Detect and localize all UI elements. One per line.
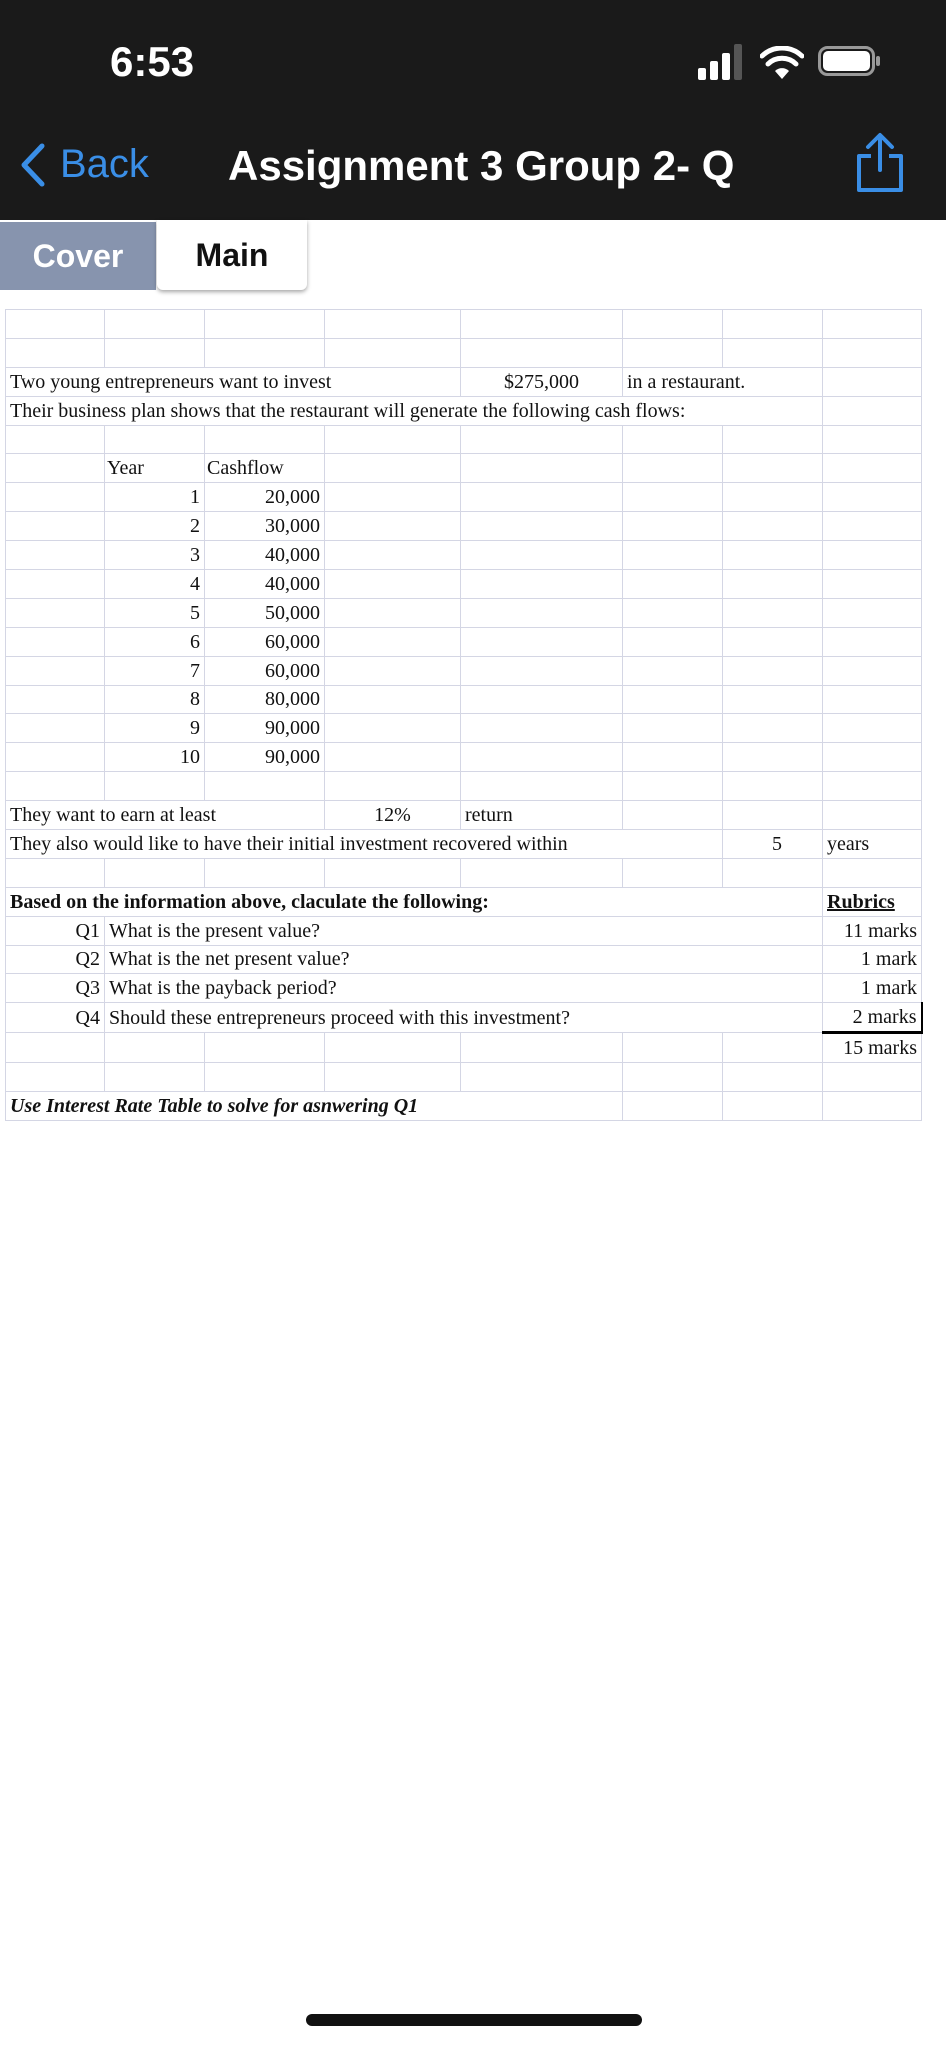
table-row (6, 627, 922, 656)
navigation-bar (0, 128, 946, 208)
row-headers (6, 454, 922, 483)
cell-cashflow[interactable]: 60,000 (205, 656, 325, 685)
cell-investment-amount[interactable]: $275,000 (461, 367, 623, 396)
table-row (6, 656, 922, 685)
cell-year[interactable]: 5 (105, 598, 205, 627)
cell-intro-suffix[interactable]: in a restaurant. (623, 367, 823, 396)
cell-question-num[interactable]: Q3 (6, 974, 105, 1003)
cell-question-marks[interactable]: 11 marks (823, 916, 922, 945)
cell-question-marks[interactable]: 1 mark (823, 974, 922, 1003)
row-instructions (6, 887, 922, 916)
row-note (6, 1092, 922, 1121)
cell-question-marks[interactable]: 1 mark (823, 945, 922, 974)
row-blank (6, 338, 922, 367)
tab-cover[interactable]: Cover (0, 222, 156, 290)
row-blank (6, 425, 922, 454)
cell-intro-text[interactable]: Two young entrepreneurs want to invest (6, 367, 461, 396)
cell-year[interactable]: 3 (105, 541, 205, 570)
cell-year[interactable]: 10 (105, 743, 205, 772)
table-row (6, 570, 922, 599)
home-indicator[interactable] (306, 2014, 642, 2026)
table-row (6, 483, 922, 512)
cell-recover-years-value[interactable]: 5 (723, 830, 823, 859)
row-blank (6, 858, 922, 887)
top-bar (0, 0, 946, 220)
cell-question-text[interactable]: What is the net present value? (105, 945, 823, 974)
cell-year[interactable]: 9 (105, 714, 205, 743)
row-blank (6, 310, 922, 339)
cell-cashflow[interactable]: 30,000 (205, 512, 325, 541)
table-row (6, 743, 922, 772)
spreadsheet-grid (5, 309, 923, 1121)
back-label: Back (60, 142, 149, 186)
header-year[interactable]: Year (105, 454, 205, 483)
cell-year[interactable]: 7 (105, 656, 205, 685)
spreadsheet (5, 309, 923, 1121)
cell-cashflow[interactable]: 40,000 (205, 570, 325, 599)
status-time: 6:53 (110, 38, 195, 85)
row-recover (6, 830, 922, 859)
cell-year[interactable]: 4 (105, 570, 205, 599)
table-row (6, 598, 922, 627)
cell-rubrics-header[interactable]: Rubrics (823, 887, 922, 916)
share-icon[interactable] (854, 132, 906, 194)
cell-cashflow[interactable]: 90,000 (205, 743, 325, 772)
cell-cashflow[interactable]: 50,000 (205, 598, 325, 627)
cell-recover-text[interactable]: They also would like to have their initial investment recovered within (6, 830, 723, 859)
cell-year[interactable]: 2 (105, 512, 205, 541)
row-return (6, 801, 922, 830)
row-total (6, 1033, 922, 1063)
row-invest (6, 367, 922, 396)
chevron-left-icon (20, 143, 46, 187)
header-cashflow[interactable]: Cashflow (205, 454, 325, 483)
cell-year[interactable]: 1 (105, 483, 205, 512)
battery-icon (818, 46, 882, 76)
document-title: Assignment 3 Group 2- Q (228, 142, 735, 189)
cell-cashflow[interactable]: 80,000 (205, 685, 325, 714)
back-button[interactable] (20, 142, 149, 187)
table-row (6, 512, 922, 541)
cell-question-marks[interactable]: 2 marks (823, 1003, 922, 1033)
cell-question-text[interactable]: Should these entrepreneurs proceed with this investment? (105, 1003, 823, 1033)
table-row (6, 685, 922, 714)
table-row (6, 714, 922, 743)
cell-instructions[interactable]: Based on the information above, claculate the following: (6, 887, 823, 916)
cell-question-text[interactable]: What is the payback period? (105, 974, 823, 1003)
cell-question-text[interactable]: What is the present value? (105, 916, 823, 945)
cell-intro-2[interactable]: Their business plan shows that the restaurant will generate the following cash flows: (6, 396, 823, 425)
cell-cashflow[interactable]: 40,000 (205, 541, 325, 570)
cell-total-marks[interactable]: 15 marks (823, 1033, 922, 1063)
cellular-signal-icon (698, 44, 748, 80)
sheet-tabs (0, 220, 946, 292)
wifi-icon (760, 46, 804, 80)
cell-recover-years-label[interactable]: years (823, 830, 922, 859)
row-blank (6, 1063, 922, 1092)
table-row (6, 945, 922, 974)
cell-cashflow[interactable]: 20,000 (205, 483, 325, 512)
row-business-plan (6, 396, 922, 425)
cell-note[interactable]: Use Interest Rate Table to solve for asnwering Q1 (6, 1092, 623, 1121)
cell-return-rate[interactable]: 12% (325, 801, 461, 830)
tab-main[interactable]: Main (157, 220, 307, 290)
cell-return-suffix[interactable]: return (461, 801, 623, 830)
table-row (6, 916, 922, 945)
cell-question-num[interactable]: Q1 (6, 916, 105, 945)
table-row (6, 541, 922, 570)
cell-year[interactable]: 8 (105, 685, 205, 714)
cell-question-num[interactable]: Q4 (6, 1003, 105, 1033)
table-row (6, 1003, 922, 1033)
row-blank (6, 772, 922, 801)
cell-year[interactable]: 6 (105, 627, 205, 656)
status-icons (698, 44, 888, 84)
table-row (6, 974, 922, 1003)
cell-cashflow[interactable]: 90,000 (205, 714, 325, 743)
cell-question-num[interactable]: Q2 (6, 945, 105, 974)
cell-return-text[interactable]: They want to earn at least (6, 801, 325, 830)
cell-cashflow[interactable]: 60,000 (205, 627, 325, 656)
